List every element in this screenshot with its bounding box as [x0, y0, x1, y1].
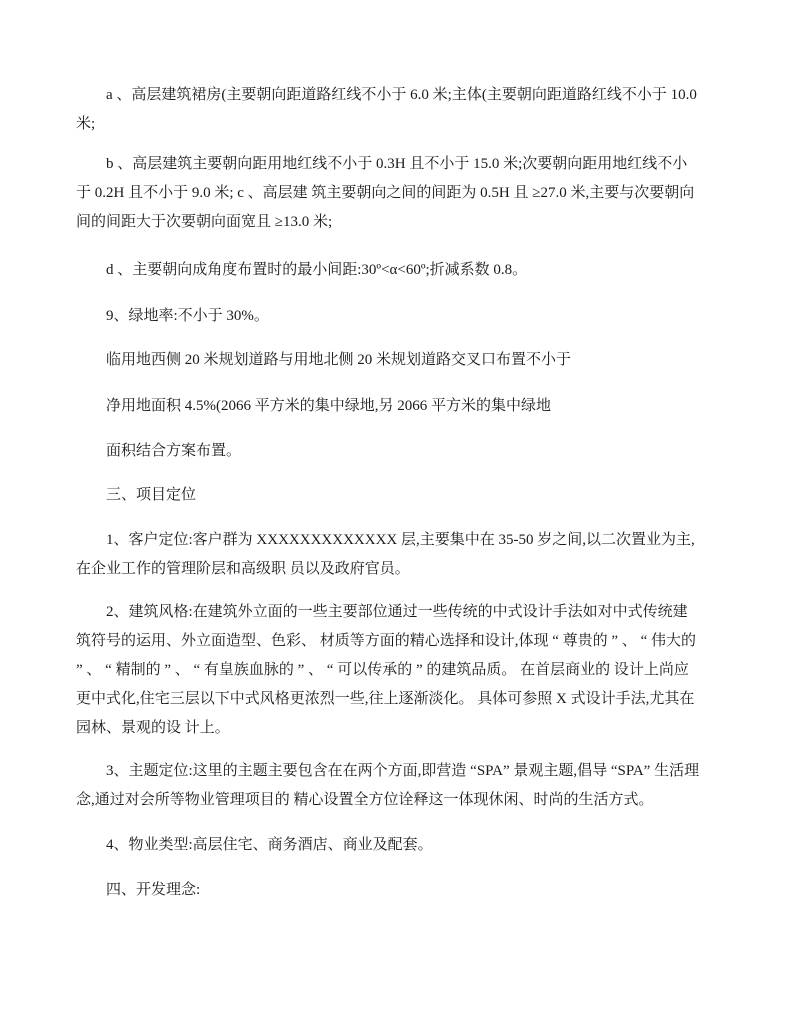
text-line: a 、高层建筑裙房(主要朝向距道路红线不小于 6.0 米;主体(主要朝向距道路红线不小于 10.0 — [106, 87, 697, 103]
paragraph-architectural-style — [76, 598, 724, 743]
section-heading: 四、开发理念: — [106, 882, 201, 898]
text-line: 临用地西侧 20 米规划道路与用地北侧 20 米规划道路交叉口布置不小于 — [106, 352, 572, 368]
text-line: 面积结合方案布置。 — [106, 443, 242, 459]
paragraph-setback-d — [76, 256, 724, 285]
section-heading-development-concept — [76, 876, 724, 905]
text-line: 于 0.2H 且不小于 9.0 米; c 、高层建 筑主要朝向之间的间距为 0.5H 且 ≥27.0 米,主要与次要朝向 — [76, 185, 695, 201]
text-line: 间的间距大于次要朝向面宽且 ≥13.0 米; — [76, 214, 333, 230]
text-line: 净用地面积 4.5%(2066 平方米的集中绿地,另 2066 平方米的集中绿地 — [106, 398, 551, 414]
text-line: 3、主题定位:这里的主题主要包含在在两个方面,即营造 “SPA” 景观主题,倡导 “SPA” 生活理 — [106, 763, 700, 779]
text-line: 9、绿地率:不小于 30%。 — [106, 308, 269, 324]
text-line: 在企业工作的管理阶层和高级职 员以及政府官员。 — [76, 561, 410, 577]
paragraph-green-location — [76, 346, 724, 375]
paragraph-theme-positioning — [76, 757, 724, 815]
text-line: 4、物业类型:高层住宅、商务酒店、商业及配套。 — [106, 837, 433, 853]
text-line: 米; — [76, 116, 96, 132]
text-line: 2、建筑风格:在建筑外立面的一些主要部位通过一些传统的中式设计手法如对中式传统建 — [106, 604, 688, 620]
section-heading: 三、项目定位 — [106, 487, 197, 503]
paragraph-setback-a — [76, 81, 724, 139]
paragraph-green-ratio — [76, 302, 724, 331]
paragraph-green-area — [76, 392, 724, 421]
text-line: b 、高层建筑主要朝向距用地红线不小于 0.3H 且不小于 15.0 米;次要朝向距用地红线不小 — [106, 156, 688, 172]
text-line: d 、主要朝向成角度布置时的最小间距:30º<α<60º;折减系数 0.8。 — [106, 262, 528, 278]
paragraph-green-plan — [76, 437, 724, 466]
text-line: ” 、 “ 精制的 ” 、 “ 有皇族血脉的 ” 、 “ 可以传承的 ” 的建筑品质。 在首层商业的 设计上尚应 — [76, 662, 689, 678]
paragraph-customer-positioning — [76, 526, 724, 584]
text-line: 园林、景观的设 计上。 — [76, 720, 230, 736]
section-heading-positioning — [76, 481, 724, 510]
paragraph-property-type — [76, 831, 724, 860]
text-line: 更中式化,住宅三层以下中式风格更浓烈一些,往上逐渐淡化。 具体可参照 X 式设计手法,尤其在 — [76, 691, 695, 707]
paragraph-setback-b — [76, 150, 724, 237]
text-line: 念,通过对会所等物业管理项目的 精心设置全方位诠释这一体现休闲、时尚的生活方式。 — [76, 792, 654, 808]
text-line: 1、客户定位:客户群为 XXXXXXXXXXXXX 层,主要集中在 35-50 岁之间,以二次置业为主, — [106, 532, 695, 548]
text-line: 筑符号的运用、外立面造型、色彩、 材质等方面的精心选择和设计,体现 “ 尊贵的 ” 、 “ 伟大的 — [76, 633, 696, 649]
